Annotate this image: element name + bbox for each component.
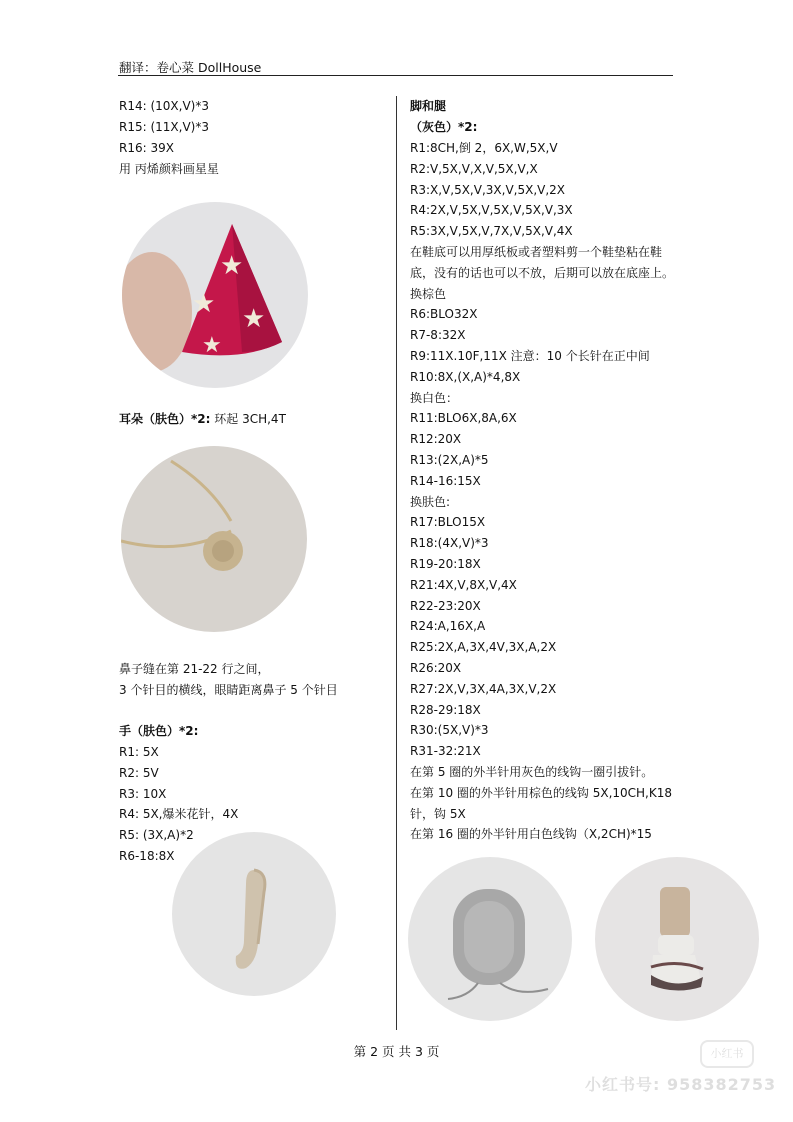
legs-instruction-line: 针，钩 5X — [410, 806, 466, 821]
hand-round-line: R3: 10X — [119, 787, 167, 801]
ear-heading — [119, 411, 286, 427]
legs-instruction-line: R12:20X — [410, 432, 462, 447]
hat-round-line: R15: (11X,V)*3 — [119, 120, 209, 134]
hat-photo — [122, 202, 308, 388]
legs-instruction-line: R7-8:32X — [410, 328, 466, 343]
watermark-id: 小红书号: 958382753 — [585, 1075, 777, 1094]
legs-instruction-line: R4:2X,V,5X,V,5X,V,5X,V,3X — [410, 203, 573, 218]
hand-round-line: R6-18:8X — [119, 849, 175, 863]
legs-instruction-line: R28-29:18X — [410, 702, 481, 717]
ear-photo — [121, 446, 307, 632]
legs-instruction-line: R10:8X,(X,A)*4,8X — [410, 369, 521, 384]
legs-instruction-line: R6:BLO32X — [410, 307, 478, 322]
legs-instruction-line: 换肤色: — [410, 494, 451, 509]
header-divider — [118, 75, 673, 76]
legs-instruction-line: R22-23:20X — [410, 598, 481, 613]
legs-title: 脚和腿 — [410, 99, 447, 113]
nose-line: 3 个针目的横线，眼睛距离鼻子 5 个针目 — [119, 683, 338, 697]
hand-round-line: R5: (3X,A)*2 — [119, 828, 194, 842]
legs-instruction-line: R14-16:15X — [410, 473, 481, 488]
svg-text:★: ★ — [220, 251, 244, 281]
legs-instruction-line: R1:8CH,倒 2，6X,W,5X,V — [410, 141, 558, 155]
legs-instruction-line: R18:(4X,V)*3 — [410, 536, 489, 551]
hand-round-line: R4: 5X,爆米花针，4X — [119, 807, 239, 821]
legs-instruction-line: R31-32:21X — [410, 744, 481, 759]
svg-text:★: ★ — [202, 333, 222, 358]
legs-instruction-line: 在鞋底可以用厚纸板或者塑料剪一个鞋垫粘在鞋 — [410, 245, 663, 259]
hand-title: 手（肤色）*2: — [119, 724, 199, 738]
header-title: 翻译：卷心菜 DollHouse — [119, 60, 262, 75]
watermark-logo: 小红书 — [700, 1040, 754, 1068]
legs-instruction-line: R24:A,16X,A — [410, 619, 486, 634]
legs-instruction-line: R13:(2X,A)*5 — [410, 453, 489, 467]
legs-instruction-line: R9:11X.10F,11X 注意：10 个长针在正中间 — [410, 349, 650, 363]
legs-instruction-line: R2:V,5X,V,X,V,5X,V,X — [410, 161, 538, 176]
svg-text:★: ★ — [242, 304, 266, 334]
hat-round-line: R16: 39X — [119, 141, 174, 155]
legs-instruction-line: R17:BLO15X — [410, 515, 486, 530]
hand-round-line: R1: 5X — [119, 745, 159, 759]
page-footer: 第 2 页 共 3 页 — [353, 1044, 440, 1059]
legs-instruction-line: R11:BLO6X,8A,6X — [410, 411, 517, 426]
legs-instruction-line: R27:2X,V,3X,4A,3X,V,2X — [410, 681, 557, 696]
nose-line: 鼻子缝在第 21-22 行之间， — [119, 662, 270, 676]
legs-instruction-line: 在第 5 圈的外半针用灰色的线钩一圈引拔针。 — [410, 765, 654, 779]
legs-instruction-line: R25:2X,A,3X,4V,3X,A,2X — [410, 640, 557, 655]
hand-photo — [172, 832, 336, 996]
ear-title: 耳朵（肤色）*2: — [119, 412, 211, 426]
legs-instruction-line: R19-20:18X — [410, 557, 481, 571]
legs-instruction-line: R21:4X,V,8X,V,4X — [410, 577, 517, 592]
legs-instruction-line: 在第 16 圈的外半针用白色线钩（X,2CH)*15 — [410, 827, 652, 842]
legs-instruction-line: 在第 10 圈的外半针用棕色的线钩 5X,10CH,K18 — [410, 785, 673, 800]
hat-instruction: 用 丙烯颜料画星星 — [119, 162, 219, 176]
legs-instruction-line: R26:20X — [410, 661, 462, 675]
svg-text:★: ★ — [192, 289, 216, 319]
legs-instruction-line: R5:3X,V,5X,V,7X,V,5X,V,4X — [410, 224, 573, 239]
hat-round-line: R14: (10X,V)*3 — [119, 99, 209, 113]
column-divider — [396, 96, 397, 1030]
legs-instruction-line: R3:X,V,5X,V,3X,V,5X,V,2X — [410, 182, 566, 197]
legs-instruction-line: R30:(5X,V)*3 — [410, 723, 489, 738]
legs-instruction-line: 底，没有的话也可以不放，后期可以放在底座上。 — [410, 265, 675, 280]
leg-photo — [595, 857, 759, 1021]
legs-instruction-line: 换棕色 — [410, 286, 447, 301]
legs-instruction-line: 换白色： — [410, 390, 459, 405]
ear-text: 环起 3CH,4T — [214, 412, 286, 426]
sole-photo — [408, 857, 572, 1021]
legs-subtitle: （灰色）*2: — [410, 120, 478, 134]
hand-round-line: R2: 5V — [119, 766, 159, 780]
